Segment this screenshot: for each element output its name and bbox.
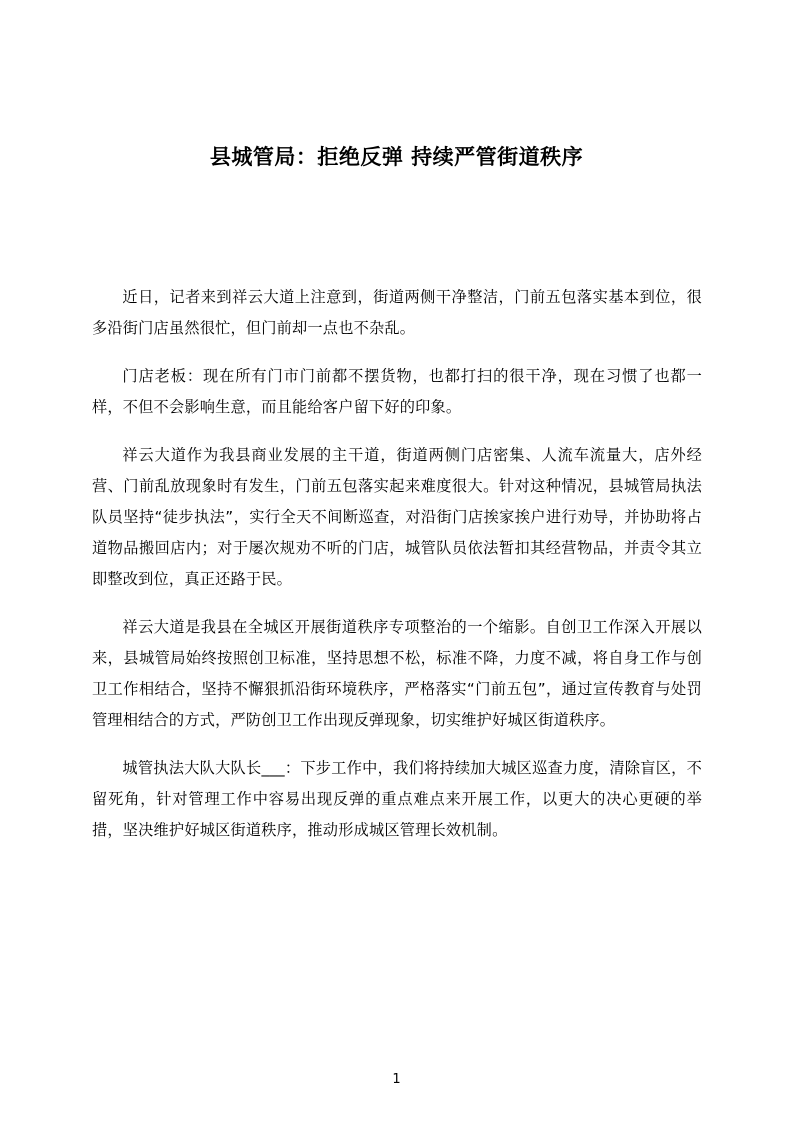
paragraph: 城管执法大队大队长___：下步工作中，我们将持续加大城区巡查力度，清除盲区，不留死角，针对管理工作中容易出现反弹的重点难点来开展工作，以更大的决心更硬的举措，坚决维护好城区街道秩序，推动形成城区管理长效机制。 [92, 759, 702, 839]
paragraph: 祥云大道作为我县商业发展的主干道，街道两侧门店密集、人流车流量大，店外经营、门前乱放现象时有发生，门前五包落实起来难度很大。针对这种情况，县城管局执法队员坚持“徒步执法”，实行全天不间断巡查，对沿街门店挨家挨户进行劝导，并协助将占道物品搬回店内；对于屡次规劝不听的门店，城管队员依法暂扣其经营物品，并责令其立即整改到位，真正还路于民。 [92, 446, 702, 588]
paragraph: 近日，记者来到祥云大道上注意到，街道两侧干净整洁，门前五包落实基本到位，很多沿街门店虽然很忙，但门前却一点也不杂乱。 [92, 288, 702, 337]
document-body [92, 282, 702, 846]
paragraph: 门店老板：现在所有门市门前都不摆货物，也都打扫的很干净，现在习惯了也都一样，不但不会影响生意，而且能给客户留下好的印象。 [92, 367, 702, 416]
paragraph: 祥云大道是我县在全城区开展街道秩序专项整治的一个缩影。自创卫工作深入开展以来，县城管局始终按照创卫标准，坚持思想不松，标准不降，力度不减，将自身工作与创卫工作相结合，坚持不懈狠抓沿街环境秩序，严格落实“门前五包”，通过宣传教育与处罚管理相结合的方式，严防创卫工作出现反弹现象，切实维护好城区街道秩序。 [92, 618, 702, 729]
page-number: 1 [392, 1072, 401, 1087]
page-title: 县城管局：拒绝反弹 持续严管街道秩序 [209, 145, 584, 169]
